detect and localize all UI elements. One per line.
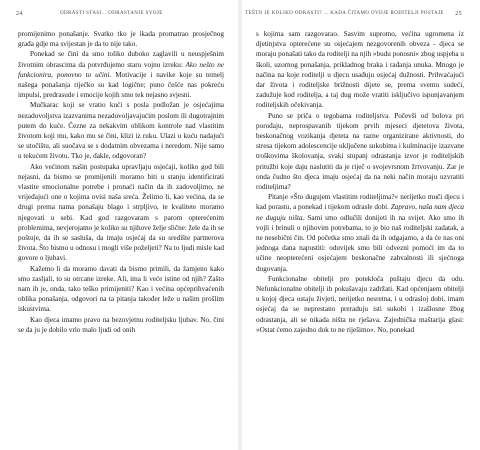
right-page-body (256, 29, 464, 335)
italic-quote: Ako nešto ne funkcionira, ponovno to učini. (18, 60, 224, 79)
right-page-number: 25 (455, 11, 462, 17)
paragraph: Puno se priča o tegobama roditeljstva. Počevši od bolova pri porođaju, neprospavanih tijekom prvih mjeseci djetetova života, beskonačnog vozikanja djeteta na razne organizirane aktivnosti, do stresa tijekom adolescencije uključene sukobima i kulminacije izazvane troškovima školovanja, svaki stupanj odrastanja izvor je roditeljskih pritužbi koje daju naslutiti da je riječ o svojevrsnom žrtvovanju. Zar je onda čudno što djeca imaju osjećaj da na neki način moraju uzvratiti roditeljima? (256, 111, 464, 192)
paragraph: Ponekad se čini da smo toliko duboko zaglavili u neuspješnim životnim obrascima da potvrđujemo staru vojnu izreku: Ako nešto ne funkcionira, ponovno to učini. Motivacije i navike koje su temelj našega ponašanja riječko su kad logične; puno češće nas pokreću impulsi, predrasude i emocije kojih smo tek nejasno svjesni. (18, 50, 224, 100)
paragraph: Kažemo li da moramo davati da bismo primili, da žamjeno kako smo zasljali, to su otrcane izreke. Ali, ima li veće istine od njih? Zašto nam ih je, onda, tako teško primijeniti? Kao i većina općeprihvaćenih oblika ponašanja, odgovori na ta pitanja također leže u našim prošlim iskustvima. (18, 264, 224, 314)
right-page (240, 0, 480, 450)
left-page-number: 24 (16, 11, 23, 17)
paragraph: Mučkarac koji se vratio kući s posla podložan je osjećajima nezadovoljstva izazvanima nezadovoljavajućim poslom ili dugotrajnim putem do kuće. Čezne za nekakvim oblikom kontrole nad vlastitim životom koji mu, kako mu se čini, klizi iz ruku. Ulazi u kuću nadajući se utočištu, ali suočava se s dodatnim obvezama i neredom. Nije samo u tekućem životu. Tko je, dakle, odgovoran? (18, 101, 224, 161)
left-header-title: ODRASTI STASI... ODRASTANJE SVOJE (60, 11, 163, 16)
italic-statement: Zapravo, naša nam djeca ne duguju ništa. (256, 203, 464, 222)
right-header-title: TEŠTO JE KOLIKO ODRASTI? ... KADA ČITAMO OVDJE RODITELJI POSTAJE (245, 11, 444, 16)
paragraph: s kojima sam razgovarao. Sasvim suprotno, većina ugromena iz djetinjstva opterećene su osjećajem nezgovorenih obveza - djeca se moraju ponašati tako da roditelji na njih »budu ponosni« zbog uspjeha u školi, uzornog ponašanja, prikladnog braka i rađanja unuka. Mnogo je načina na koje roditelji u djecu usađuju osjećaj dužnosti. Prihvaćajući dar života i roditeljske brižnosti dijete se, prema svemu sudeći, zadužuje kod roditelja, a taj dug može vratiti isključivo ispunjavanjem roditeljskih očekivanja. (256, 30, 464, 110)
paragraph: Kao djeca imamo pravo na bezuvjetnu roditeljsku ljubav. No, čini se da ju je dobilo vrlo malo ljudi od onih (18, 315, 224, 334)
right-running-header (245, 11, 462, 21)
paragraph: promijenimo ponašanje. Svatko tko je ikada promatrao prosječnog građa gdje ma svijestan je da to nije tako. (18, 30, 224, 49)
left-running-header (16, 11, 224, 21)
paragraph: Pitanje »Što dugujem vlastitim roditeljima?« nerijetko muči djecu i kad porastu, a ponekad i tijekom odrasle dobi. Zapravo, naša nam djeca ne duguju ništa. Sami smo odlučili donijeti ih na svijet. Ako smo ih vojli i brinuli o njihovim potrebama, to je bio naš roditeljski zadatak, a ne nesebični čin. Od početka smo znali da ih odgajamo, a da će nas oni jednoga dana napustiti: oduvijek smo bili odvezni pomoći im da to učine neopterećeni osjećajem beskonačne zahvalnosti ili sjećnoga dugovanja. (256, 193, 464, 273)
paragraph: Ako većinom našin postupaka upravljaju osjećaji, koliko god bili nejasni, da bismo se promijenili moramo biti u stanju identificirati vlastite emocionalne potrebe i pronaći način da ih zadovoljimo, ne vrijeđajući one o kojima ovisi naša sreća. Želimo li, kao većina, da se drugi prema nama ponašaju blago i strpljivo, te kvalitete moramo njegovati u sebi. Kad god razgovaram s parom opterećenim problemima, nevjerojatno je koliko su njihove želje slične: žele da ih se poštuje, da ih se sasluša, da imaju osjećaj da su središte partnerova života. Što bismo u odnosu i mogli više poželjeti? Na to ljudi misle kad govore o ljubavi. (18, 162, 224, 263)
paragraph: Funkcionalne obitelji pre potekloča puštaju djecu da odu. Nefunkcionalne obitelji ih pokušavaju zadržati. Kad općenjaem obitelji u kojoj djeca ostaju živjeti, nerijetko nesretna, i u odrasloj dobi, imam osjećaj da se neprestano preraduju isti sukobi i izašlosne žbog odrastanja, ali se nikada ništa ne rješava. Zajednička maštarija glasi: »Ostat ćemo zajedno dok to ne riješimo«. No, ponekad (256, 274, 464, 334)
left-page-body (18, 29, 224, 335)
